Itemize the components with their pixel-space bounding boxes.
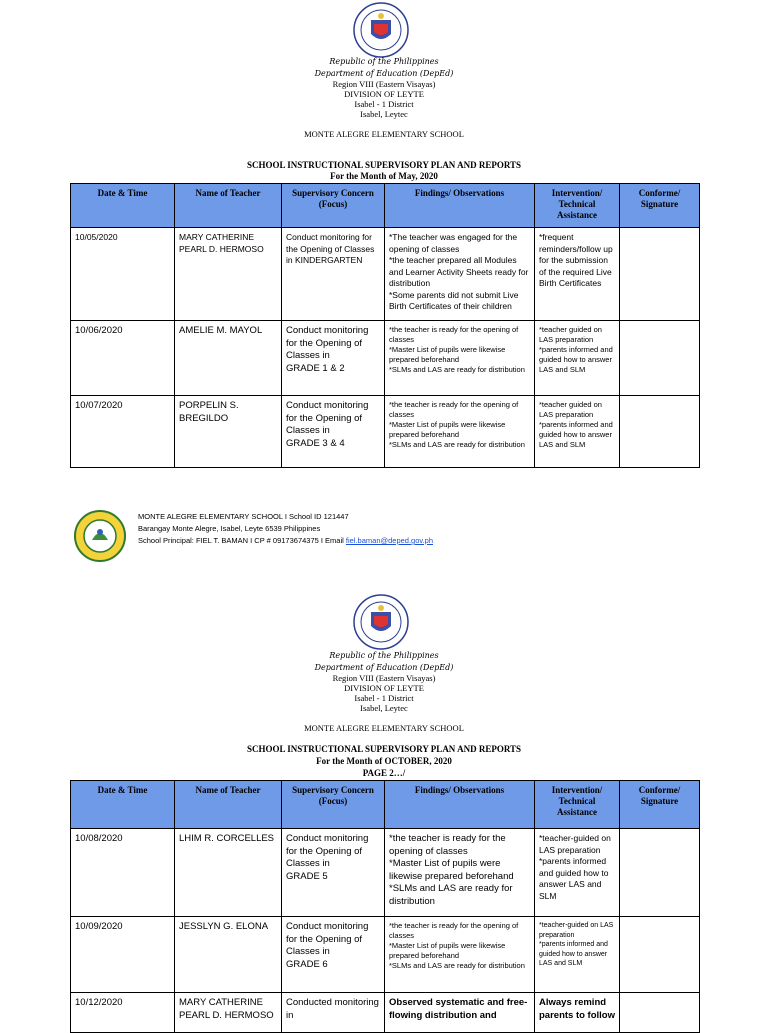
school-logo (74, 510, 126, 562)
cell-intervention: *teacher-guided on LAS preparation *parents informed and guided how to answer LAS and SLM (535, 917, 620, 993)
cell-concern: Conduct monitoring for the Opening of Classes in GRADE 3 & 4 (282, 396, 385, 468)
col-teacher: Name of Teacher (175, 781, 282, 829)
col-conforme: Conforme/ Signature (620, 781, 700, 829)
cell-concern: Conduct monitoring for the Opening of Classes in GRADE 1 & 2 (282, 321, 385, 396)
cell-teacher: JESSLYN G. ELONA (175, 917, 282, 993)
cell-intervention: *teacher-guided on LAS preparation *parents informed and guided how to answer LAS and SLM (535, 829, 620, 917)
footer-principal (138, 535, 433, 547)
table-header-row (71, 781, 700, 829)
cell-findings: *the teacher is ready for the opening of classes *Master List of pupils were likewise prepared beforehand *SLMs and LAS are ready for distribution (385, 829, 535, 917)
cell-findings: *the teacher is ready for the opening of classes *Master List of pupils were likewise prepared beforehand *SLMs and LAS are ready for distribution (385, 396, 535, 468)
footer-email-link[interactable]: fiel.baman@deped.gov.ph (345, 536, 434, 545)
header-location: Isabel, Leytec (360, 109, 408, 119)
col-teacher: Name of Teacher (175, 184, 282, 228)
plan-title: SCHOOL INSTRUCTIONAL SUPERVISORY PLAN AND REPORTS (246, 160, 522, 170)
header-school-2: MONTE ALEGRE ELEMENTARY SCHOOL (304, 723, 464, 733)
header-republic: Republic of the Philippines (329, 57, 439, 66)
plan-title-2: SCHOOL INSTRUCTIONAL SUPERVISORY PLAN AND REPORTS (246, 744, 522, 754)
cell-conforme (620, 993, 700, 1033)
col-date: Date & Time (71, 781, 175, 829)
cell-concern: Conducted monitoring in (282, 993, 385, 1033)
header-region: Region VIII (Eastern Visayas) (332, 79, 436, 89)
col-concern: Supervisory Concern (Focus) (282, 184, 385, 228)
cell-conforme (620, 321, 700, 396)
cell-conforme (620, 228, 700, 321)
table-header-row (71, 184, 700, 228)
page-label: PAGE 2…/ (362, 768, 406, 778)
school-footer (70, 505, 699, 565)
col-intervention: Intervention/ Technical Assistance (535, 781, 620, 829)
cell-date: 10/05/2020 (71, 228, 175, 321)
footer-school-id: MONTE ALEGRE ELEMENTARY SCHOOL I School ID 121447 (138, 512, 349, 521)
table-row (71, 228, 700, 321)
table-row (71, 993, 700, 1033)
header-district: Isabel - 1 District (354, 99, 414, 109)
cell-intervention: *teacher guided on LAS preparation *parents informed and guided how to answer LAS and SLM (535, 396, 620, 468)
cell-intervention: Always remind parents to follow (535, 993, 620, 1033)
footer-address: Barangay Monte Alegre, Isabel, Leyte 6539 Philippines (138, 524, 321, 533)
cell-teacher: MARY CATHERINE PEARL D. HERMOSO (175, 228, 282, 321)
table-row (71, 917, 700, 993)
plan-month-2: For the Month of OCTOBER, 2020 (316, 756, 452, 766)
col-date: Date & Time (71, 184, 175, 228)
header-location-2: Isabel, Leytec (360, 703, 408, 713)
cell-findings: *the teacher is ready for the opening of classes *Master List of pupils were likewise prepared beforehand *SLMs and LAS are ready for distribution (385, 321, 535, 396)
table-row (71, 396, 700, 468)
header-department-2: Department of Education (DepEd) (314, 663, 454, 672)
cell-teacher: PORPELIN S. BREGILDO (175, 396, 282, 468)
cell-concern: Conduct monitoring for the Opening of Classes in KINDERGARTEN (282, 228, 385, 321)
cell-findings: Observed systematic and free-flowing distribution and (385, 993, 535, 1033)
cell-concern: Conduct monitoring for the Opening of Classes in GRADE 5 (282, 829, 385, 917)
header-region-2: Region VIII (Eastern Visayas) (332, 673, 436, 683)
cell-findings: *the teacher is ready for the opening of classes *Master List of pupils were likewise prepared beforehand *SLMs and LAS are ready for distribution (385, 917, 535, 993)
cell-intervention: *frequent reminders/follow up for the submission of the required Live Birth Certificates (535, 228, 620, 321)
footer-principal-text: School Principal: FIEL T. BAMAN I CP # 09173674375 I Email (138, 536, 346, 545)
cell-teacher: LHIM R. CORCELLES (175, 829, 282, 917)
table-row (71, 829, 700, 917)
cell-conforme (620, 917, 700, 993)
plan-month: For the Month of May, 2020 (330, 171, 438, 181)
table-row (71, 321, 700, 396)
deped-seal-logo (353, 2, 409, 58)
cell-date: 10/07/2020 (71, 396, 175, 468)
supervisory-plan-table (70, 183, 700, 468)
header-republic-2: Republic of the Philippines (329, 651, 439, 660)
col-concern: Supervisory Concern (Focus) (282, 781, 385, 829)
col-findings: Findings/ Observations (385, 184, 535, 228)
header-division: DIVISION OF LEYTE (344, 89, 424, 99)
cell-findings: *The teacher was engaged for the opening of classes *the teacher prepared all Modules and Learner Activity Sheets ready for distribution *Some parents did not submit Live Birth Certificates of their children (385, 228, 535, 321)
supervisory-plan-table-2 (70, 780, 700, 1033)
cell-conforme (620, 829, 700, 917)
header-school: MONTE ALEGRE ELEMENTARY SCHOOL (304, 129, 464, 139)
header-department: Department of Education (DepEd) (314, 69, 454, 78)
cell-intervention: *teacher guided on LAS preparation *parents informed and guided how to answer LAS and SLM (535, 321, 620, 396)
col-findings: Findings/ Observations (385, 781, 535, 829)
cell-date: 10/06/2020 (71, 321, 175, 396)
cell-date: 10/08/2020 (71, 829, 175, 917)
cell-teacher: MARY CATHERINE PEARL D. HERMOSO (175, 993, 282, 1033)
col-intervention: Intervention/ Technical Assistance (535, 184, 620, 228)
cell-date: 10/09/2020 (71, 917, 175, 993)
header-district-2: Isabel - 1 District (354, 693, 414, 703)
col-conforme: Conforme/ Signature (620, 184, 700, 228)
cell-date: 10/12/2020 (71, 993, 175, 1033)
cell-conforme (620, 396, 700, 468)
cell-teacher: AMELIE M. MAYOL (175, 321, 282, 396)
header-division-2: DIVISION OF LEYTE (344, 683, 424, 693)
deped-seal-logo-2 (353, 594, 409, 650)
cell-concern: Conduct monitoring for the Opening of Classes in GRADE 6 (282, 917, 385, 993)
